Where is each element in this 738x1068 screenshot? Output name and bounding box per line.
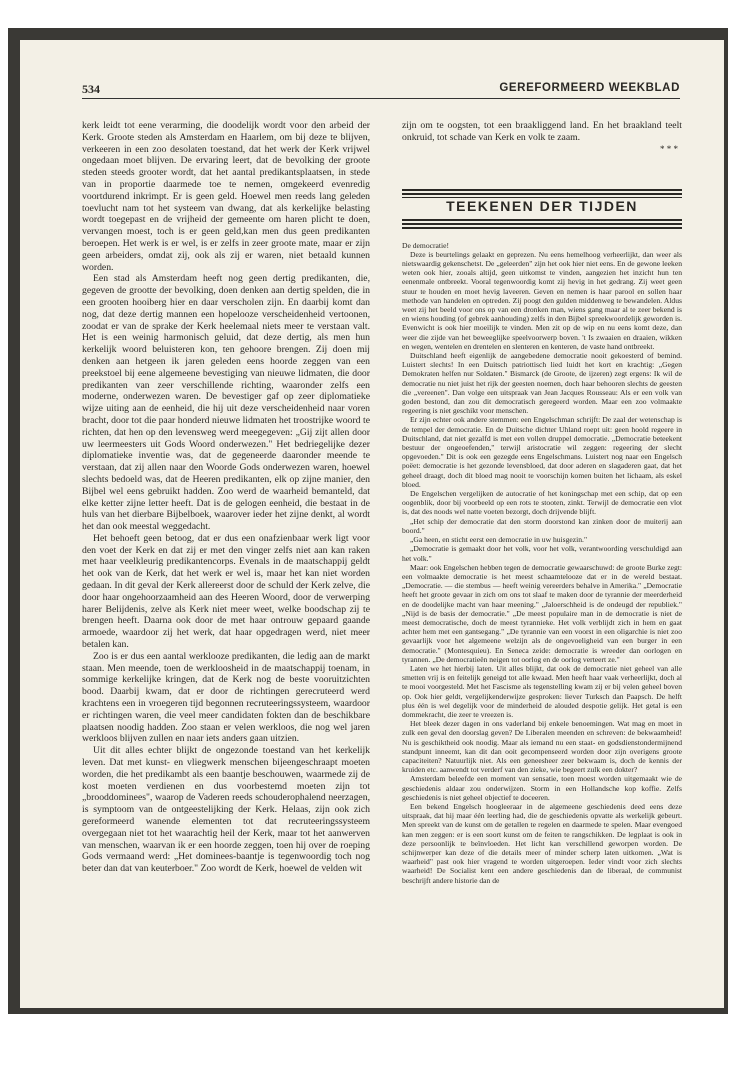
section-quote: „Ga heen, en sticht eerst een democratie in uw huisgezin." (410, 535, 588, 545)
section-title: TEEKENEN DER TIJDEN (402, 198, 682, 214)
section-quote: „Democratie is gemaakt door het volk, voor het volk, verantwoording verschuldigd aan het volk." (402, 544, 682, 563)
section-paragraph: De democratie! (402, 240, 450, 250)
body-paragraph: Het behoeft geen betoog, dat er dus een onafzienbaar werk ligt voor den voet der Kerk en dat zij er met den vinger zelfs niet aan kan raken met haar veelkleurig predikantencorps. Evenals in de maatschappij geldt het ook van de Kerk, dat het werk er wel is, maar het kan niet worden gedaan. In dit geval der Kerk allereerst door de schuld der Kerk zelve, die door haar ongehoorzaamheid aan des Heeren Woord, door de verwerping harer Belijdenis, zelve als Kerk niet meer weet, welke boodschap zij te brengen heeft. Daarna ook door de met haar ontrouw gepaard gaande armoede, waardoor zij het werk, dat haar opgedragen werd, niet meer betalen kan. (82, 532, 370, 651)
section-paragraph: Het bleek dezer dagen in ons vaderland bij enkele benoemingen. Wat mag en moet in zulk een geval den doorslag geven? De Liberalen meenden en schreven: de bekwaamheid! Nu is geschiktheid ook noodig. Maar als iemand nu een staat- en godsdienstondermijnend standpunt inneemt, kan dit dan ooit gecompenseerd worden door zijn overigens groote capaciteiten? Natuurlijk niet. Als een geneesheer zeer bekwaam is, doch de kennis der kruiden etc. aanwendt tot verderf van den zieke, wie begeert zulk een dokter? (402, 719, 682, 775)
section-paragraph: Er zijn echter ook andere stemmen: een Engelschman schrijft: De zaal der wetenschap is de tempel der democratie. En de Duitsche dichter Uhland roept uit: geen hoold regeere in Duitschland, dat niet gezalfd is met een vollen druppel democratie. „Democratie beteekent bestuur der ongeoefenden," terwijl aristocratie wil zeggen: regeering der slecht opgevoeden." Dit is ook een gezegde eens Engelschmans. Luistert nog naar een Engelsch poëet: democratie is het gezonde levensbloed, dat door aderen en slagaderen gaat, dat het geheel draagt, doch dit bloed mag nooit te voorschijn komen buiten het lichaam, als eskel bloed. (402, 415, 682, 489)
page-header (82, 84, 680, 99)
right-column (402, 120, 682, 992)
body-paragraph: Een stad als Amsterdam heeft nog geen dertig predikanten, die, gegeven de grootte der bevolking, doen denken aan dertig spelden, die in een grooten hooiberg hier en daar verscholen zijn. En daarbij komt dan nog, dat deze dertig mannen een hopelooze verscheidenheid vertoonen, zoodat er van de sprake der Kerk heelemaal niets meer te verstaan valt. Het is een weinig harmonisch geluid, dat deze dertig, als men hun kerkelijk woord beluisteren kon, ten gehoore brengen. Zij doen mij denken aan hetgeen ik jaren geleden eens hoorde zeggen van een preekstoel bij eene algemeene bevestiging van nieuwe lidmaten, die door predikanten van zeer verschillende richting, waaronder zelfs een moderne, onderwezen waren. De bevestiger gaf op zeer diplomatieke wijze uiting aan de eenheid, die hij uit deze verscheidenheid naar voren bracht, door tot die paar honderd nieuwe lidmaten het troostrijke woord te richten, dat hen op den levensweg werd meegegeven: „Gij zijt allen door uw leermeesters uit Gods Woord onderwezen." Het bedriegelijke dezer diplomatieke inventie was, dat de gegeneerde daaronder meende te verstaan, dat zij allen naar den Woorde Gods onderwezen waren, hoewel slechts bedoeld was, dat de Heeren predikanten, elk op zijne manier, den Bijbel wel eens gebruikt hadden. Zoo werd de waarheid bemanteld, dat elke ketter zijne letter heeft. Dat is de gelogen eenheid, die bestaat in de huls van het dierbare Bijbelboek, waarover ieder het zijne denkt, al wordt het dan ook meestal weggedacht. (82, 273, 370, 533)
section-paragraph: Een bekend Engelsch hoogleeraar in de algemeene geschiedenis deed eens deze uitspraak, dat hij maar één leerling had, die de geschiedenis opvatte als werkelijk gebeurt. Men spreekt van de kunst om de getallen te regelen en daarmede te spelen. Maar evengoed kan men zeggen: er is een soort kunst om de feiten te rangschikken. De legplaat is ook in deze persoonlijk te beïnvloeden. Het licht kan verschillend geworpen worden. De schijnwerper kan deze of die details meer of minder scherp laten uitkomen. „Wat is waarheid" past ook hier vragend te worden uitgeroepen. Ieder vindt voor zich slechts waarheid! De Socialist kent een andere geschiedenis dan de liberaal, de communist beschrijft andere historie dan de (402, 801, 682, 885)
section-paragraph: Duitschland heeft eigenlijk de aangebedene democratie nooit gekoesterd of bemind. Luistert slechts! In een Duitsch patriottisch lied luidt het kort en krachtig: „Gegen Demokraten helfen nur Soldaten." Bismarck (de Groote, de ijzeren) zegt ergens: Ik wil de democratie nu niet juist het rijk der geesten noemen, doch haar behooren slechts de geesten die „vereenen". Dan volge een uitspraak van Jean Jacques Rousseau: Als er een volk van goden bestond, dan zou dit democratisch geregeerd worden. Maar een zoo volmaakte regeering is niet geschikt voor menschen. (402, 351, 682, 416)
bottom-rule (402, 219, 682, 231)
section-paragraph: Maar: ook Engelschen hebben tegen de democratie gewaarschuwd: de groote Burke zegt: een volmaakte democratie is het meest schaamtelooze dat er in de wereld bestaat. „Democratie. — die stembus — heeft weinig vereerders behalve in Amerika." „Democratie heeft het groote gevaar in zich om ons tot slaaf te maken door de tyrannie der meerderheid en de doodelijke macht van haar meening." „Jaloerschheid is de ondeugd der republiek." „Nijd is de basis der democratie." „De meest populaire man in de democratie is niet de meest democratische, doch de meest tyrannieke. Het volk verblijdt zich in hem en gaat achter hem met een gantsegang." „De tyrannie van een voorst in een oligarchie is niet zoo gevaarlijk voor het algemeene welzijn als de ongevoeligheid van een burger in een democratie." (Montesquieu). En Seneca zeide: democratie is wreeder dan oorlogen en tyrannen. „De democratieën neigen tot oorlog en de oorlog verteert ze." (402, 562, 682, 664)
continued-paragraph: zijn om te oogsten, tot een braakliggend land. En het braakland teelt onkruid, tot schade van Kerk en volk te zaam. (402, 120, 682, 143)
document-page (20, 40, 724, 1008)
section-paragraph: Laten we het hierbij laten. Uit alles blijkt, dat ook de democratie niet geheel van alle smetten vrij is en feitelijk geneigd tot alle kwaad. Men heeft haar vaak verheerlijkt, doch al te mooi voorgesteld. Met het Fascisme als tegenstelling kwam zij er bij velen geheel boven op. Ook hier geldt, vergelijkenderwijze gesproken: liever Turksch dan Paapsch. De helft plus één is wel degelijk voor de minderheid de alouded despotie gelijk. Het getal is een dommekracht, die zeer te vreezen is. (402, 663, 682, 719)
section-paragraph: Amsterdam beleefde een moment van sensatie, toen moest worden uitgemaakt wie de geschiedenis aldaar zou onderwijzen. Storm in een Hollandsche kop koffie. Zelfs geschiedenis is niet geheel objectief te doceeren. (402, 774, 682, 802)
section-paragraph: De Engelschen vergelijken de autocratie of het koningschap met een schip, dat op een oogenblik, door bij voorbeeld op een rots te stooten, zinkt. Terwijl de democratie een vlot is, dat des noods wel natte voeten bezorgt, doch drijvende blijft. (402, 489, 682, 517)
section-break-stars: * * * (660, 143, 678, 154)
section-quote: „Het schip der democratie dat den storm doorstond kan zinken door de muiterij aan boord." (402, 516, 682, 535)
section-paragraph: Deze is beurtelings gelaakt en geprezen. Nu eens hemelhoog verheerlijkt, dan weer als nietswaardig gekenschetst. De „geleerden" zijn het ook hier niet eens. En de gewone leeken weten ook hier, zooals altijd, geen uitkomst te vinden, aangezien het inzicht hun ten eenenmale ontbreekt. Vooral tegenwoordig komt zij hevig in het gedrang. Zij weet geen stuur te houden en moet hevig laveeren. Geven en nemen is haar parool en sollen haar methode van handelen en optreden. Zij poogt den gulden middenweg te bewandelen. Aldus weet zij het beeld voor ons op van een dronken man, wiens gang maar al te zeer bekend is en wiens houding (of gebrek aanhouding) zelfs in den Bijbel spreekwoordelijk geworden is. Evenwicht is ook hier moeilijk te vinden. Men zit op de wip en nu eens komt deze, dan weer die zijde van het beweeglijke speelvoorwerp boven. 't Is zwaaien en draaien, wikken en wegen, wentelen en drentelen en slenteren en kenteren, de vaste hand ontbreekt. (402, 249, 682, 351)
body-paragraph: Zoo is er dus een aantal werklooze predikanten, die ledig aan de markt staan. Men meende, toen de werkloosheid in de maatschappij toenam, in sommige kerkelijke kringen, dat de Kerk nog de beste vooruitzichten bood. Daarbij kwam, dat er door de richtingen gerecruteerd werd krachtens een in vroegeren tijd begonnen recruteeringssysteem, waardoor er richtingen waren, die veel meer candidaten fokten dan de beschikbare plaatsen noodig hadden. Zoo staan er velen werkloos, die nog wel jaren werkloos blijven zullen en naar iets anders gaan uitzien. (82, 650, 370, 745)
left-column (82, 120, 370, 992)
running-head: GEREFORMEERD WEEKBLAD (499, 82, 680, 94)
body-paragraph: Uit dit alles echter blijkt de ongezonde toestand van het kerkelijk leven. Dat met kunst- en vliegwerk menschen bijeengeschraapt moeten worden, die het predikambt als een baantje beschouwen, waarmede zij de kost moeten verdienen en dus voorbestemd moeten zijn tot „brooddominees", waarop de Vaderen reeds schouderophalend neerzagen, is symptoom van de ontgeestelijking der Kerk. Helaas, zijn ook zich gereformeerd wanende elementen tot dat recruteeringssysteem overgegaan niet tot het waarachtig heil der Kerk, maar tot het aanwerven van menschen, waarvan ik er een hoorde zeggen, toen hij over de roeping Gods vermaand werd: „Het dominees-baantje is tegenwoordig toch nog beter dan dat van keuterboer." Zoo wordt de Kerk, hoewel de velden wit (82, 745, 370, 875)
section-heading-block (402, 189, 682, 231)
body-paragraph: kerk leidt tot eene verarming, die doodelijk wordt voor den arbeid der Kerk. Groote steden als Amsterdam en Haarlem, om bij deze te blijven, verkeeren in een zoo desolaten toestand, dat het werk der Kerk vrijwel ongedaan moet blijven. De ervaring leert, dat de bevolking der groote steden steeds grooter wordt, dat het aantal predikantsplaatsen, in stede van in proportie daarmede toe te nemen, omgekeerd evenredig voortdurend inkrimpt. Er is geen geld. Hoewel men reeds lang geleden toevlucht nam tot het systeem van dwang, dat als kerkelijke belasting wordt toegepast en de vrijheid der gemeente om haren plicht te doen, vervangen moest, toch is er geen geld,kan men dus geen predikanten beroepen. Het werk is er wel, is er zelfs in zeer groote mate, maar er zijn geen arbeiders, omdat zij, ook als zij er waren, niet betaald kunnen worden. (82, 120, 370, 273)
page-number: 534 (82, 82, 100, 96)
